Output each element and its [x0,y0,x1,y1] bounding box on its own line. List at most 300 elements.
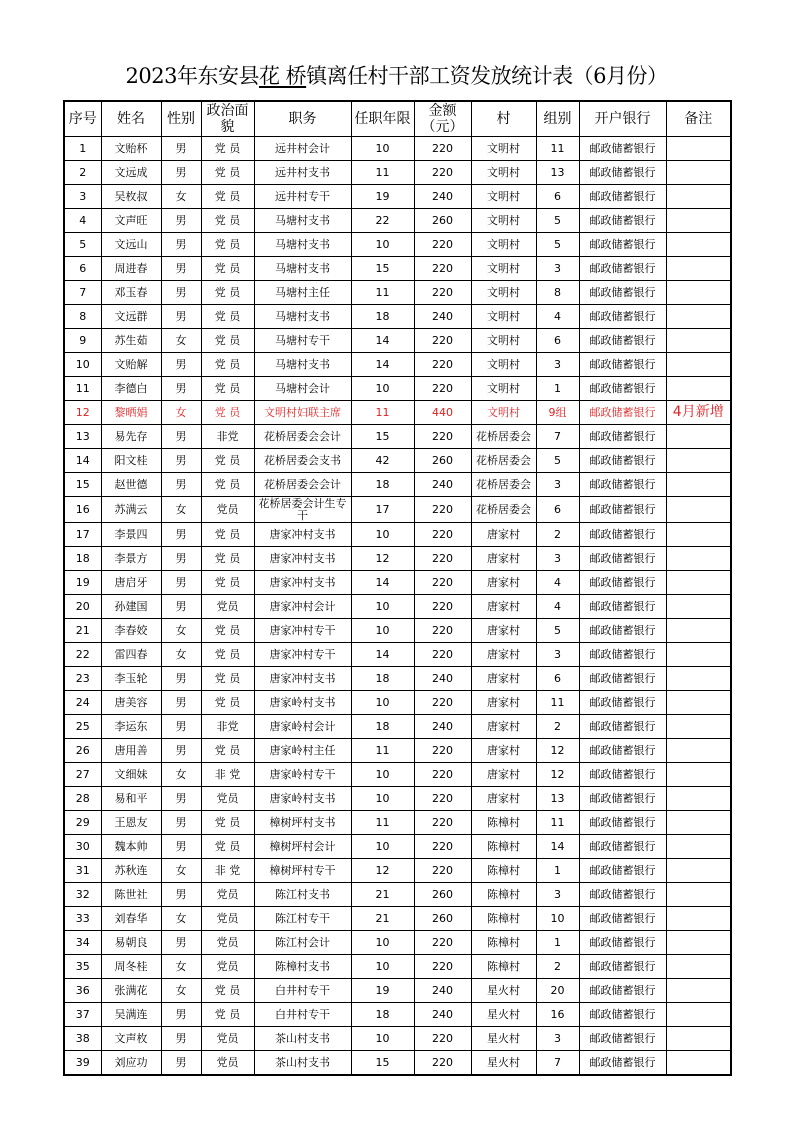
cell-note [666,1003,731,1027]
cell-amount: 260 [414,449,471,473]
cell-name: 文远成 [101,161,161,185]
cell-political-status: 非党 [201,715,254,739]
title-town: 花 桥 [258,64,307,88]
cell-amount: 220 [414,523,471,547]
cell-bank: 邮政储蓄银行 [579,257,666,281]
cell-years-in-office: 19 [351,185,414,209]
cell-political-status: 党 员 [201,979,254,1003]
cell-group: 14 [536,835,579,859]
cell-political-status: 党 员 [201,667,254,691]
cell-amount: 220 [414,835,471,859]
cell-name: 苏生茹 [101,329,161,353]
cell-political-status: 非 党 [201,859,254,883]
cell-gender: 女 [161,763,201,787]
cell-amount: 220 [414,571,471,595]
cell-bank: 邮政储蓄银行 [579,305,666,329]
cell-group: 10 [536,907,579,931]
table-row [64,811,731,835]
cell-bank: 邮政储蓄银行 [579,595,666,619]
cell-village: 花桥居委会 [471,473,536,497]
cell-village: 唐家村 [471,619,536,643]
cell-index: 28 [64,787,101,811]
cell-amount: 220 [414,353,471,377]
cell-bank: 邮政储蓄银行 [579,859,666,883]
cell-gender: 女 [161,955,201,979]
cell-years-in-office: 18 [351,1003,414,1027]
cell-index: 1 [64,137,101,161]
cell-group: 7 [536,425,579,449]
cell-position: 唐家岭村会计 [254,715,351,739]
cell-amount: 220 [414,739,471,763]
cell-note [666,377,731,401]
cell-name: 李景方 [101,547,161,571]
cell-index: 12 [64,401,101,425]
cell-amount: 220 [414,137,471,161]
cell-name: 张满花 [101,979,161,1003]
cell-village: 文明村 [471,329,536,353]
cell-gender: 男 [161,1051,201,1076]
cell-group: 20 [536,979,579,1003]
cell-position: 花桥居委会计生专干 [254,497,351,523]
cell-group: 4 [536,305,579,329]
cell-gender: 男 [161,257,201,281]
cell-gender: 女 [161,979,201,1003]
cell-position: 白井村专干 [254,979,351,1003]
table-row [64,763,731,787]
cell-bank: 邮政储蓄银行 [579,401,666,425]
cell-note [666,979,731,1003]
cell-political-status: 党 员 [201,161,254,185]
title-prefix: 2023年东安县 [125,64,259,88]
cell-index: 2 [64,161,101,185]
cell-village: 唐家村 [471,739,536,763]
cell-position: 陈江村支书 [254,883,351,907]
cell-name: 易朝良 [101,931,161,955]
cell-position: 花桥居委会会计 [254,473,351,497]
cell-group: 4 [536,571,579,595]
cell-position: 马塘村支书 [254,209,351,233]
cell-bank: 邮政储蓄银行 [579,979,666,1003]
cell-bank: 邮政储蓄银行 [579,523,666,547]
cell-name: 文细妹 [101,763,161,787]
cell-political-status: 党 员 [201,835,254,859]
table-row [64,233,731,257]
cell-index: 15 [64,473,101,497]
cell-position: 马塘村支书 [254,305,351,329]
cell-years-in-office: 10 [351,233,414,257]
column-header-village: 村 [471,101,536,137]
cell-index: 17 [64,523,101,547]
cell-group: 3 [536,643,579,667]
cell-political-status: 党 员 [201,353,254,377]
cell-index: 3 [64,185,101,209]
cell-years-in-office: 10 [351,619,414,643]
cell-political-status: 党员 [201,1027,254,1051]
cell-amount: 240 [414,473,471,497]
cell-years-in-office: 17 [351,497,414,523]
cell-gender: 男 [161,353,201,377]
cell-name: 李景四 [101,523,161,547]
cell-village: 花桥居委会 [471,449,536,473]
cell-bank: 邮政储蓄银行 [579,955,666,979]
cell-name: 周进春 [101,257,161,281]
cell-years-in-office: 10 [351,955,414,979]
cell-amount: 220 [414,931,471,955]
cell-group: 2 [536,955,579,979]
cell-village: 文明村 [471,305,536,329]
cell-gender: 女 [161,907,201,931]
cell-amount: 220 [414,547,471,571]
cell-name: 李玉轮 [101,667,161,691]
cell-gender: 男 [161,523,201,547]
cell-note [666,667,731,691]
cell-group: 2 [536,715,579,739]
cell-index: 26 [64,739,101,763]
cell-position: 唐家岭村专干 [254,763,351,787]
cell-name: 李运东 [101,715,161,739]
cell-group: 5 [536,209,579,233]
cell-name: 苏满云 [101,497,161,523]
cell-position: 马塘村支书 [254,233,351,257]
cell-position: 白井村专干 [254,1003,351,1027]
cell-amount: 220 [414,643,471,667]
cell-note [666,305,731,329]
table-row [64,931,731,955]
cell-gender: 男 [161,787,201,811]
cell-bank: 邮政储蓄银行 [579,643,666,667]
cell-years-in-office: 18 [351,473,414,497]
cell-position: 唐家岭村支书 [254,691,351,715]
cell-village: 花桥居委会 [471,497,536,523]
cell-group: 6 [536,667,579,691]
table-row [64,715,731,739]
cell-gender: 男 [161,547,201,571]
cell-position: 花桥居委会会计 [254,425,351,449]
cell-village: 陈樟村 [471,931,536,955]
table-header [64,101,731,137]
cell-note [666,473,731,497]
cell-group: 5 [536,233,579,257]
cell-amount: 220 [414,257,471,281]
cell-bank: 邮政储蓄银行 [579,449,666,473]
table-row [64,305,731,329]
cell-bank: 邮政储蓄银行 [579,233,666,257]
cell-index: 18 [64,547,101,571]
cell-index: 22 [64,643,101,667]
cell-position: 马塘村支书 [254,353,351,377]
cell-group: 3 [536,473,579,497]
cell-position: 唐家冲村支书 [254,523,351,547]
cell-index: 32 [64,883,101,907]
cell-years-in-office: 10 [351,595,414,619]
cell-name: 文远山 [101,233,161,257]
cell-note [666,257,731,281]
cell-political-status: 党员 [201,955,254,979]
cell-years-in-office: 21 [351,907,414,931]
cell-political-status: 党员 [201,497,254,523]
cell-note [666,425,731,449]
cell-years-in-office: 10 [351,787,414,811]
cell-village: 文明村 [471,401,536,425]
cell-bank: 邮政储蓄银行 [579,1051,666,1076]
table-row [64,449,731,473]
cell-village: 文明村 [471,209,536,233]
table-row [64,473,731,497]
table-row [64,835,731,859]
cell-index: 38 [64,1027,101,1051]
column-header-years-in-office: 任职年限 [351,101,414,137]
cell-village: 陈樟村 [471,907,536,931]
cell-years-in-office: 18 [351,715,414,739]
cell-village: 文明村 [471,233,536,257]
cell-note [666,763,731,787]
table-row [64,523,731,547]
cell-amount: 220 [414,763,471,787]
cell-bank: 邮政储蓄银行 [579,667,666,691]
cell-name: 吴枚叔 [101,185,161,209]
cell-years-in-office: 14 [351,353,414,377]
cell-gender: 女 [161,185,201,209]
cell-political-status: 党 员 [201,185,254,209]
cell-political-status: 非 党 [201,763,254,787]
cell-note [666,931,731,955]
cell-amount: 220 [414,619,471,643]
cell-index: 20 [64,595,101,619]
cell-name: 文远群 [101,305,161,329]
cell-index: 33 [64,907,101,931]
cell-gender: 男 [161,667,201,691]
cell-position: 马塘村支书 [254,257,351,281]
cell-bank: 邮政储蓄银行 [579,907,666,931]
cell-name: 赵世德 [101,473,161,497]
cell-amount: 220 [414,1051,471,1076]
cell-note [666,859,731,883]
cell-political-status: 党 员 [201,473,254,497]
cell-note: 4月新增 [666,401,731,425]
cell-group: 4 [536,595,579,619]
cell-years-in-office: 18 [351,305,414,329]
cell-group: 2 [536,523,579,547]
cell-note [666,329,731,353]
cell-index: 37 [64,1003,101,1027]
cell-index: 35 [64,955,101,979]
cell-name: 唐启牙 [101,571,161,595]
cell-position: 茶山村支书 [254,1027,351,1051]
cell-amount: 220 [414,859,471,883]
cell-position: 唐家冲村会计 [254,595,351,619]
cell-bank: 邮政储蓄银行 [579,137,666,161]
cell-bank: 邮政储蓄银行 [579,547,666,571]
cell-years-in-office: 10 [351,835,414,859]
cell-note [666,835,731,859]
table-row [64,739,731,763]
cell-gender: 男 [161,209,201,233]
cell-name: 魏本帅 [101,835,161,859]
table-row [64,353,731,377]
cell-index: 11 [64,377,101,401]
cell-index: 6 [64,257,101,281]
cell-amount: 240 [414,185,471,209]
table-row [64,955,731,979]
cell-name: 黎晒娟 [101,401,161,425]
cell-village: 星火村 [471,1051,536,1076]
cell-note [666,161,731,185]
table-row [64,787,731,811]
cell-note [666,185,731,209]
column-header-political-status: 政治面貌 [201,101,254,137]
cell-amount: 220 [414,787,471,811]
cell-years-in-office: 10 [351,523,414,547]
table-row [64,137,731,161]
cell-years-in-office: 10 [351,931,414,955]
cell-years-in-office: 15 [351,1051,414,1076]
cell-amount: 220 [414,691,471,715]
cell-years-in-office: 15 [351,257,414,281]
table-row [64,1003,731,1027]
cell-gender: 男 [161,281,201,305]
cell-group: 1 [536,931,579,955]
cell-index: 16 [64,497,101,523]
cell-name: 王恩友 [101,811,161,835]
cell-position: 唐家岭村支书 [254,787,351,811]
cell-village: 陈樟村 [471,859,536,883]
cell-group: 5 [536,619,579,643]
cell-group: 3 [536,257,579,281]
cell-amount: 220 [414,233,471,257]
cell-amount: 220 [414,425,471,449]
cell-group: 13 [536,161,579,185]
cell-gender: 男 [161,305,201,329]
cell-amount: 220 [414,329,471,353]
cell-name: 陈世社 [101,883,161,907]
cell-amount: 240 [414,1003,471,1027]
cell-village: 文明村 [471,353,536,377]
cell-political-status: 党 员 [201,449,254,473]
cell-bank: 邮政储蓄银行 [579,281,666,305]
cell-political-status: 党 员 [201,329,254,353]
cell-gender: 女 [161,619,201,643]
cell-note [666,1051,731,1076]
cell-village: 唐家村 [471,571,536,595]
cell-gender: 男 [161,811,201,835]
cell-years-in-office: 42 [351,449,414,473]
cell-name: 阳文桂 [101,449,161,473]
cell-group: 11 [536,137,579,161]
column-header-name: 姓名 [101,101,161,137]
cell-village: 文明村 [471,185,536,209]
cell-gender: 男 [161,691,201,715]
cell-political-status: 党 员 [201,137,254,161]
cell-index: 34 [64,931,101,955]
cell-note [666,787,731,811]
table-row [64,643,731,667]
cell-bank: 邮政储蓄银行 [579,329,666,353]
cell-political-status: 党 员 [201,691,254,715]
cell-group: 7 [536,1051,579,1076]
cell-note [666,715,731,739]
cell-village: 唐家村 [471,667,536,691]
cell-name: 雷四春 [101,643,161,667]
cell-years-in-office: 11 [351,811,414,835]
cell-bank: 邮政储蓄银行 [579,1027,666,1051]
cell-index: 9 [64,329,101,353]
cell-note [666,883,731,907]
cell-bank: 邮政储蓄银行 [579,835,666,859]
column-header-gender: 性别 [161,101,201,137]
cell-note [666,739,731,763]
cell-political-status: 党 员 [201,401,254,425]
table-row [64,883,731,907]
cell-gender: 男 [161,425,201,449]
cell-years-in-office: 18 [351,667,414,691]
cell-position: 唐家冲村专干 [254,643,351,667]
cell-political-status: 党员 [201,595,254,619]
cell-position: 唐家冲村支书 [254,667,351,691]
cell-gender: 男 [161,571,201,595]
column-header-bank: 开户银行 [579,101,666,137]
cell-gender: 男 [161,233,201,257]
cell-gender: 男 [161,1003,201,1027]
cell-gender: 男 [161,739,201,763]
cell-political-status: 非党 [201,425,254,449]
cell-note [666,523,731,547]
cell-name: 孙建国 [101,595,161,619]
cell-note [666,449,731,473]
cell-amount: 220 [414,955,471,979]
cell-group: 16 [536,1003,579,1027]
table-row [64,859,731,883]
cell-political-status: 党 员 [201,305,254,329]
cell-position: 唐家岭村主任 [254,739,351,763]
cell-political-status: 党 员 [201,209,254,233]
table-row [64,571,731,595]
cell-position: 樟树坪村专干 [254,859,351,883]
cell-political-status: 党 员 [201,233,254,257]
cell-group: 3 [536,547,579,571]
cell-group: 13 [536,787,579,811]
cell-years-in-office: 14 [351,329,414,353]
cell-name: 刘应功 [101,1051,161,1076]
cell-years-in-office: 10 [351,763,414,787]
cell-gender: 男 [161,835,201,859]
cell-village: 唐家村 [471,691,536,715]
cell-village: 星火村 [471,1027,536,1051]
page-title [0,60,793,90]
cell-village: 唐家村 [471,595,536,619]
cell-name: 文贻杯 [101,137,161,161]
cell-bank: 邮政储蓄银行 [579,619,666,643]
cell-village: 文明村 [471,257,536,281]
column-header-amount: 金额（元） [414,101,471,137]
cell-years-in-office: 11 [351,739,414,763]
cell-position: 茶山村支书 [254,1051,351,1076]
column-header-index: 序号 [64,101,101,137]
cell-bank: 邮政储蓄银行 [579,497,666,523]
cell-index: 39 [64,1051,101,1076]
cell-position: 陈樟村支书 [254,955,351,979]
column-header-group: 组别 [536,101,579,137]
cell-position: 文明村妇联主席 [254,401,351,425]
cell-note [666,233,731,257]
cell-village: 陈樟村 [471,835,536,859]
cell-name: 文声旺 [101,209,161,233]
cell-bank: 邮政储蓄银行 [579,161,666,185]
cell-bank: 邮政储蓄银行 [579,883,666,907]
cell-gender: 男 [161,715,201,739]
table-row [64,401,731,425]
cell-bank: 邮政储蓄银行 [579,763,666,787]
cell-village: 星火村 [471,979,536,1003]
